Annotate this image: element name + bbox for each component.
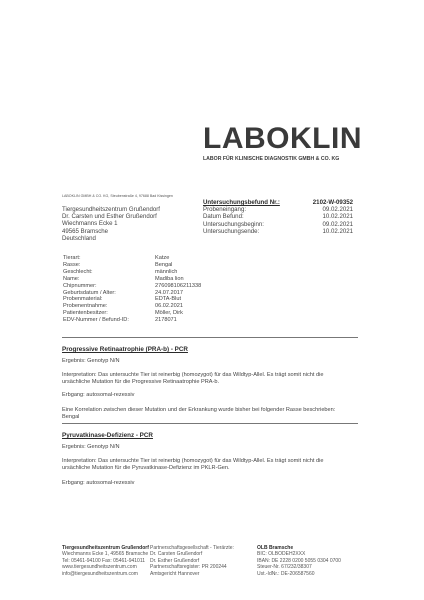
section-interpretation: Interpretation: Das untersuchte Tier ist reinerbig (homozygot) für das Wildtyp-Allel. Es trägt somit nicht die [62,371,324,378]
recipient-line: Deutschland [62,234,96,242]
recipient-line: Dr. Carsten und Esther Grußendorf [62,213,157,221]
footer-col-partnership [150,545,234,577]
animal-value: 276098106211338 [155,282,202,289]
section-interpretation: ursächliche Mutation für die Progressive Retinaatrophie PRA-b. [62,378,220,385]
report-value: 10.02.2021 [322,227,353,235]
animal-label: Geschlecht: [63,268,93,275]
section-inheritance: Erbgang: autosomal-rezessiv [62,391,135,398]
animal-label: Geburtsdatum / Alter: [63,289,116,296]
footer-line: Wiechmanns Ecke 1, 49565 Bramsche [62,551,149,558]
animal-label: Tierart: [63,255,81,261]
sender-line: LABOKLIN GMBH & CO. KG, Steubenstraße 4, 97688 Bad Kissingen [62,194,173,198]
footer-line: Dr. Esther Grußendorf [150,557,200,564]
footer-line: Ust.-IdNr.: DE-206587560 [257,570,315,577]
footer-line: Dr. Carsten Grußendorf [150,551,203,558]
animal-label: Patientenbesitzer: [63,310,108,317]
animal-value: 06.02.2021 [155,303,183,310]
report-info [203,199,355,235]
report-label: Untersuchungsbeginn: [203,220,264,228]
section-title: Pyruvatkinase-Defizienz - PCR [62,432,153,439]
animal-value: 2178071 [155,317,177,324]
section-title: Progressive Retinaatrophie (PRA-b) - PCR [62,346,188,353]
animal-label: Name: [63,275,80,282]
test-section-pk [62,432,323,487]
section-result: Ergebnis: Genotyp N/N [62,358,120,364]
animal-data [63,255,201,324]
animal-value: Möller, Dirk [155,310,183,317]
recipient-line: Wiechmanns Ecke 1 [62,220,118,228]
animal-value: Bengal [155,261,173,268]
footer-line: www.tiergesundheitszentrum.com [62,564,137,571]
report-label: Untersuchungsende: [203,227,260,235]
footer-line: Steuer-Nr. 67/232/38307 [257,564,312,571]
animal-label: Probenmaterial: [63,296,103,303]
section-result: Ergebnis: Genotyp N/N [62,444,120,450]
footer-line: IBAN: DE 2228 0200 5055 0304 0700 [257,557,341,564]
recipient-line: Tiergesundheitszentrum Grußendorf [62,206,160,213]
logo-wordmark: LABOKLIN [203,122,362,155]
section-interpretation: Interpretation: Das untersuchte Tier ist reinerbig (homozygot) für das Wildtyp-Allel. Es trägt somit nicht die [62,457,324,464]
footer-line: Partnerschaftsregister: PR 200244 [150,564,227,571]
animal-value: Madiba lion [155,275,184,282]
footer-col-practice [62,545,149,577]
divider [62,423,358,424]
report-label: Probeneingang: [203,206,247,214]
footer-line: Tiergesundheitszentrum Grußendorf [62,545,149,551]
animal-value: männlich [155,268,178,275]
footer-line: BIC: OLBODEH2XXX [257,551,306,558]
section-interpretation: ursächliche Mutation für die Pyruvatkinase-Defizienz im PKLR-Gen. [62,464,230,471]
footer-col-bank [257,545,341,577]
report-value: 10.02.2021 [322,213,353,221]
animal-label: Chipnummer: [63,282,97,289]
recipient-address [62,206,160,242]
report-value: 09.02.2021 [322,206,353,214]
recipient-line: 49565 Bramsche [62,227,109,235]
footer-line: info@tiergesundheitszentrum.com [62,570,138,577]
animal-value: 24.07.2017 [155,289,183,296]
animal-value: EDTA-Blut [155,296,182,303]
report-label: Datum Befund: [203,213,244,221]
animal-label: EDV-Nummer / Befund-ID: [63,317,129,324]
footer-line: Partnerschaftsgesellschaft - Tierärzte: [150,545,234,551]
report-value: 09.02.2021 [322,220,353,228]
footer-line: Amtsgericht Hannover [150,570,200,577]
test-section-pra [62,346,335,420]
animal-label: Rasse: [63,261,81,268]
report-number: 2102-W-09352 [312,199,353,206]
footer-line: OLB Bramsche [257,545,294,551]
animal-label: Probenentnahme: [63,303,108,310]
section-inheritance: Erbgang: autosomal-rezessiv [62,479,135,486]
divider [62,337,358,338]
section-correlation: Bengal [62,413,80,420]
animal-value: Katze [155,255,170,261]
report-title: Untersuchungsbefund Nr.: [203,199,280,206]
logo-subtitle: LABOR FÜR KLINISCHE DIAGNOSTIK GMBH & CO. KG [203,156,340,162]
section-correlation: Eine Korrelation zwischen dieser Mutation und der Erkrankung wurde bisher bei folgender Rasse beschrieben: [62,406,336,413]
laboklin-logo [203,124,365,174]
footer-line: Tel: 05461-94100 Fax: 05461-941011 [62,557,146,564]
